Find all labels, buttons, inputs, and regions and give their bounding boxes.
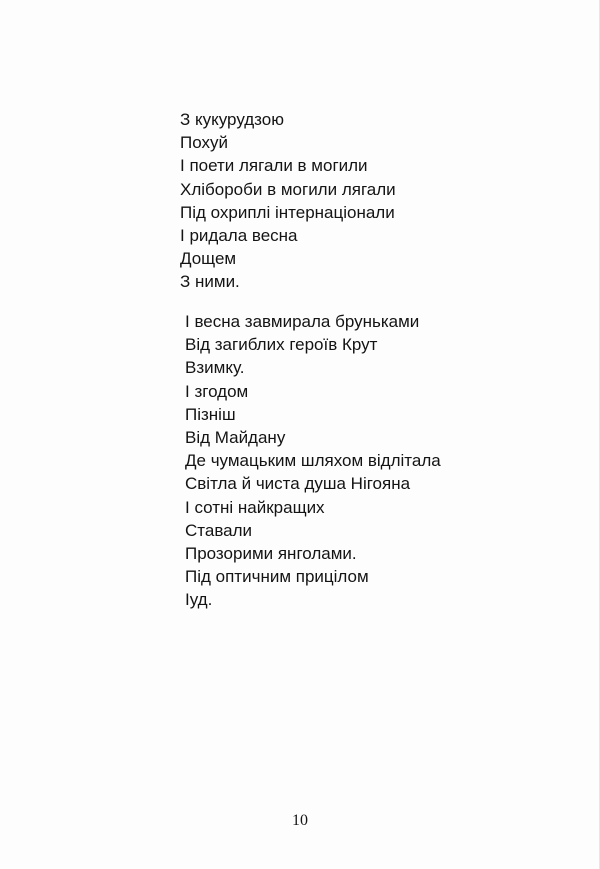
poem-line: Похуй (180, 133, 228, 153)
poem-line: З ними. (180, 272, 240, 292)
poem-line: Взимку. (185, 358, 245, 378)
poem-line: Де чумацьким шляхом відлітала (185, 451, 441, 471)
poem-line: Прозорими янголами. (185, 543, 357, 563)
poem-line: Іуд. (185, 590, 213, 610)
poem-stanza-1 (180, 108, 396, 294)
poem-line: Під охриплі інтернаціонали (180, 202, 395, 222)
poem-stanza-2 (185, 310, 441, 611)
poem-line: Від загиблих героїв Крут (185, 335, 378, 355)
poem-line: І згодом (185, 381, 249, 401)
poem-line: І сотні найкращих (185, 497, 325, 517)
poem-line: І ридала весна (180, 225, 298, 245)
poem-line: Ставали (185, 520, 253, 540)
poem-line: Світла й чиста душа Нігояна (185, 474, 411, 494)
poem-line: Від Майдану (185, 427, 286, 447)
poem-line: Під оптичним прицілом (185, 567, 369, 587)
poem-line: Дощем (180, 249, 237, 269)
poem-line: І весна завмирала бруньками (185, 312, 420, 331)
poem-line: І поети лягали в могили (180, 156, 368, 176)
poem-line: Хлібороби в могили лягали (180, 179, 396, 199)
poem-line: З кукурудзою (180, 110, 284, 129)
page-number: 10 (292, 812, 308, 829)
poem-line: Пізніш (185, 404, 236, 424)
